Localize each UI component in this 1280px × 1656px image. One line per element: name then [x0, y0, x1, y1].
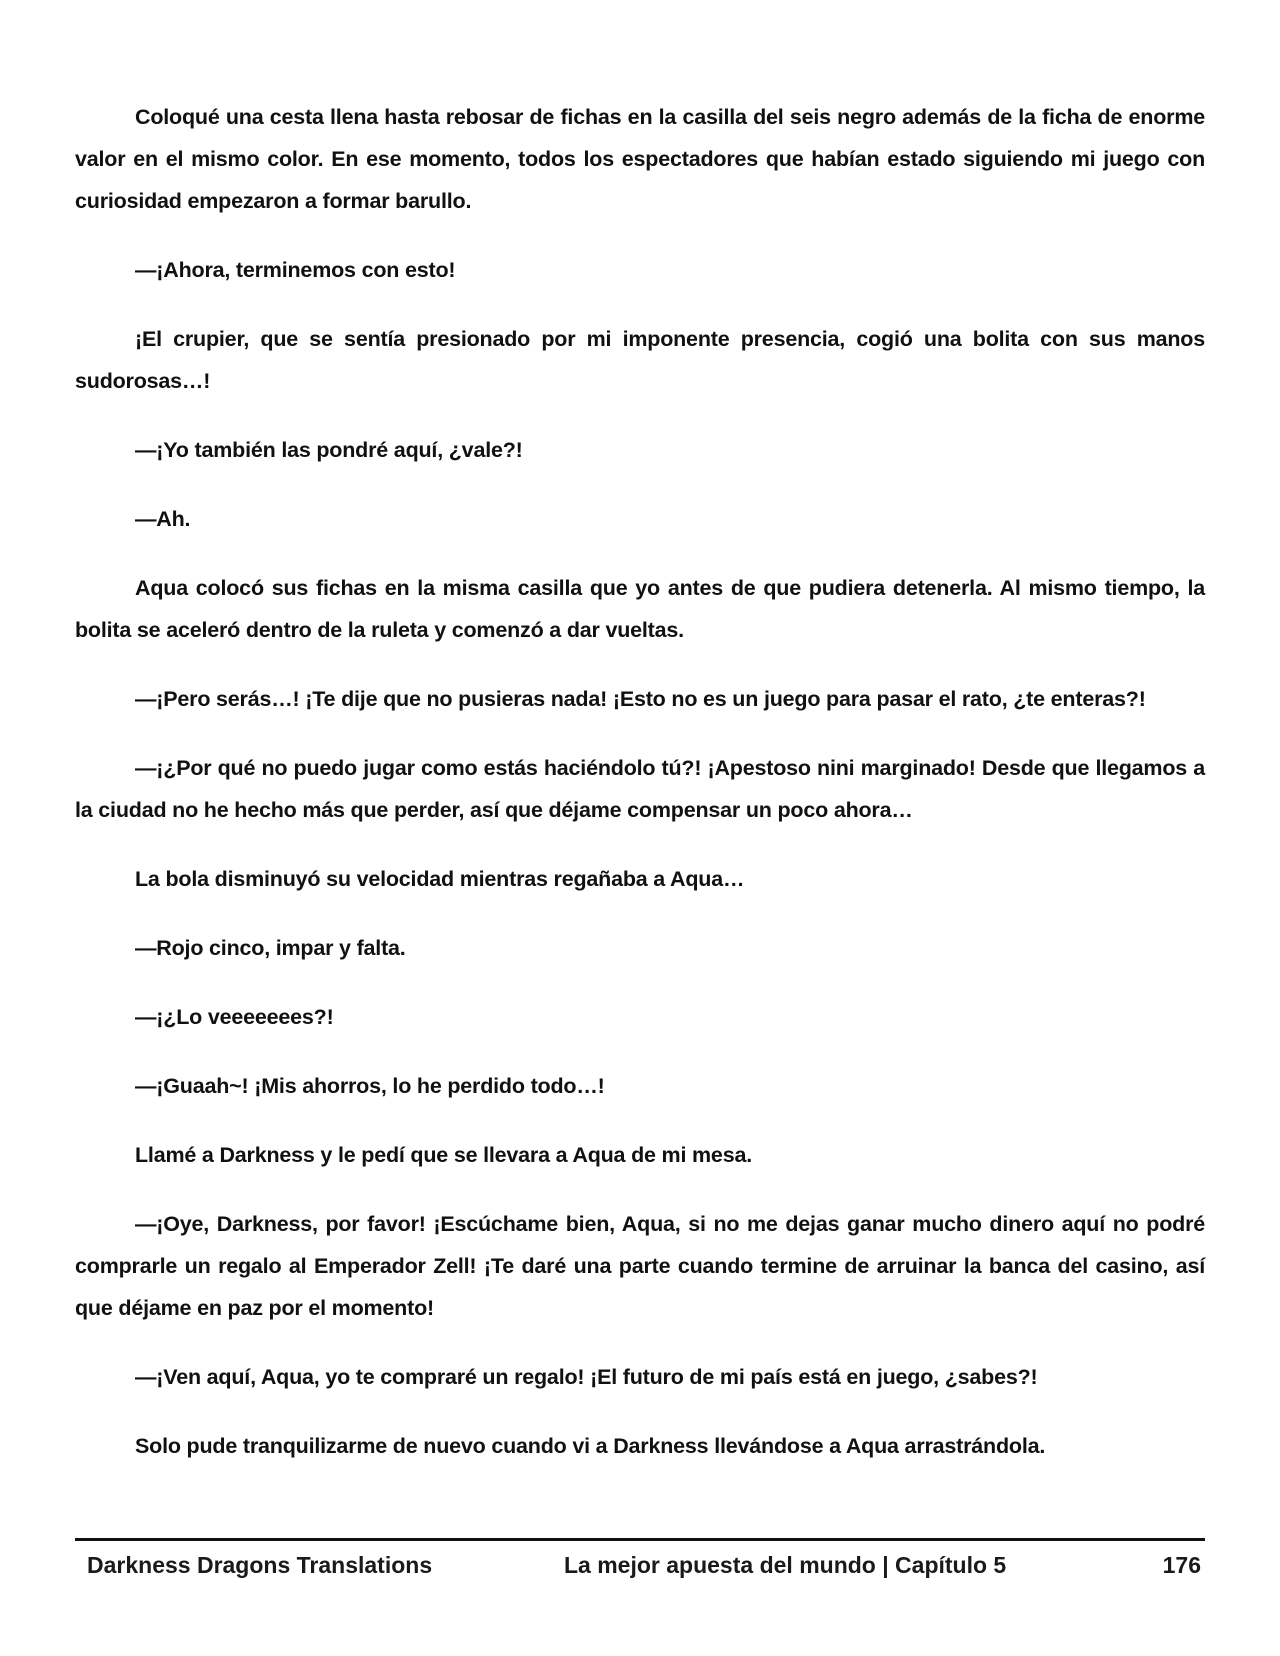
paragraph: —¡Pero serás…! ¡Te dije que no pusieras nada! ¡Esto no es un juego para pasar el rato, ¿te enteras?! — [135, 687, 1146, 711]
paragraph: Llamé a Darkness y le pedí que se llevara a Aqua de mi mesa. — [135, 1143, 752, 1167]
footer-divider — [75, 1538, 1205, 1541]
paragraph: —¡Oye, Darkness, por favor! ¡Escúchame bien, Aqua, si no me dejas ganar mucho dinero aquí no podré comprarle un regalo al Emperador Zell! ¡Te daré una parte cuando termine de arruinar la banca del casino, así que déjame en paz por el momento! — [75, 1212, 1205, 1320]
paragraph: La bola disminuyó su velocidad mientras regañaba a Aqua… — [135, 867, 745, 891]
paragraph: Aqua colocó sus fichas en la misma casilla que yo antes de que pudiera detenerla. Al mismo tiempo, la bolita se aceleró dentro de la ruleta y comenzó a dar vueltas. — [75, 576, 1205, 642]
paragraph: —¡Guaah~! ¡Mis ahorros, lo he perdido todo…! — [135, 1074, 605, 1098]
paragraph: Coloqué una cesta llena hasta rebosar de fichas en la casilla del seis negro además de la ficha de enorme valor en el mismo color. En ese momento, todos los espectadores que habían estado siguiendo mi juego con curiosidad empezaron a formar barullo. — [75, 105, 1205, 213]
paragraph: —Ah. — [135, 507, 191, 531]
paragraph: —¡Ahora, terminemos con esto! — [135, 258, 456, 282]
footer-chapter-title: La mejor apuesta del mundo | Capítulo 5 — [564, 1552, 1007, 1578]
paragraph: —Rojo cinco, impar y falta. — [135, 936, 406, 960]
paragraph: —¡¿Lo veeeeeees?! — [135, 1005, 334, 1029]
paragraph: —¡Yo también las pondré aquí, ¿vale?! — [135, 438, 523, 462]
paragraph: —¡Ven aquí, Aqua, yo te compraré un regalo! ¡El futuro de mi país está en juego, ¿sabes?! — [135, 1365, 1038, 1389]
page-footer — [75, 1552, 1205, 1584]
footer-translator-credit: Darkness Dragons Translations — [87, 1552, 433, 1578]
page-number: 176 — [1162, 1552, 1201, 1578]
paragraph: Solo pude tranquilizarme de nuevo cuando vi a Darkness llevándose a Aqua arrastrándola. — [135, 1434, 1046, 1458]
paragraph: —¡¿Por qué no puedo jugar como estás haciéndolo tú?! ¡Apestoso nini marginado! Desde que llegamos a la ciudad no he hecho más que perder, así que déjame compensar un poco ahora… — [75, 756, 1205, 822]
paragraph: ¡El crupier, que se sentía presionado por mi imponente presencia, cogió una bolita con sus manos sudorosas…! — [75, 327, 1205, 393]
page-body — [75, 96, 1205, 1494]
